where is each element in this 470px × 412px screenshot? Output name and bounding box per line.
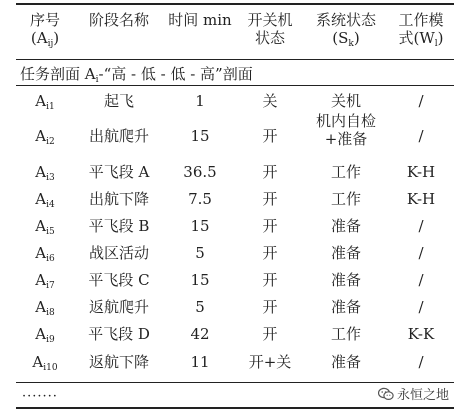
row-power: 开 bbox=[262, 127, 278, 145]
row-system-status bbox=[304, 325, 388, 343]
header-system-status-line2-end: ) bbox=[353, 29, 360, 47]
header-index-line2-text: (A bbox=[30, 29, 48, 47]
row-time: 36.5 bbox=[183, 163, 217, 181]
watermark-text: 永恒之地 bbox=[397, 388, 450, 403]
row-index-letter: A bbox=[35, 244, 47, 262]
header-index-line2-sub: ij bbox=[47, 39, 54, 49]
row-system-status-line1: 准备 bbox=[330, 217, 361, 235]
row-work-mode: K-H bbox=[406, 190, 436, 208]
row-work-mode: / bbox=[418, 298, 424, 316]
row-index-sub: i6 bbox=[46, 254, 55, 264]
row-index-sub: i2 bbox=[46, 137, 55, 147]
row-time: 15 bbox=[190, 271, 210, 289]
row-index-letter: A bbox=[35, 217, 47, 235]
row-power: 关 bbox=[262, 92, 278, 110]
row-index-letter: A bbox=[35, 298, 47, 316]
row-index-letter: A bbox=[35, 325, 47, 343]
row-system-status-line1: 工作 bbox=[330, 190, 361, 208]
row-system-status-line1: 准备 bbox=[330, 298, 361, 316]
header-work-mode-line2-end: ) bbox=[437, 29, 444, 47]
section-title-sub: i bbox=[95, 75, 99, 85]
row-time: 42 bbox=[190, 325, 210, 343]
row-time: 15 bbox=[190, 217, 210, 235]
row-system-status bbox=[304, 353, 388, 371]
header-power-line1: 开关机 bbox=[247, 11, 293, 29]
row-index bbox=[16, 325, 74, 349]
row-time: 15 bbox=[190, 127, 210, 145]
header-time bbox=[164, 11, 236, 29]
header-work-mode-line2-text: 式(W bbox=[398, 29, 435, 47]
table-top-rule bbox=[16, 3, 454, 5]
row-stage-name: 返航下降 bbox=[88, 353, 149, 371]
row-index bbox=[16, 244, 74, 268]
row-system-status-line1: 机内自检 bbox=[315, 112, 376, 130]
row-index-sub: i8 bbox=[46, 308, 55, 318]
row-index-sub: i10 bbox=[43, 363, 58, 373]
header-system-status-line1: 系统状态 bbox=[315, 11, 376, 29]
row-index bbox=[16, 353, 74, 377]
row-index bbox=[16, 217, 74, 241]
header-system-status bbox=[304, 11, 388, 53]
section-title-rest: -“高 - 低 - 低 - 高”剖面 bbox=[98, 65, 253, 83]
row-system-status-line1: 工作 bbox=[330, 163, 361, 181]
row-index-letter: A bbox=[35, 92, 47, 110]
row-power: 开 bbox=[262, 271, 278, 289]
header-system-status-line2 bbox=[304, 29, 388, 53]
row-index bbox=[16, 163, 74, 187]
row-power: 开 bbox=[262, 217, 278, 235]
header-work-mode-line1: 工作模 bbox=[398, 11, 444, 29]
row-power: 开+关 bbox=[248, 353, 292, 371]
row-work-mode: / bbox=[418, 92, 424, 110]
row-index-sub: i3 bbox=[46, 173, 55, 183]
row-system-status bbox=[304, 190, 388, 208]
row-index bbox=[16, 127, 74, 151]
row-work-mode: K-K bbox=[407, 325, 435, 343]
row-power: 开 bbox=[262, 244, 278, 262]
row-index-sub: i4 bbox=[46, 200, 55, 210]
header-index-line2 bbox=[16, 29, 74, 53]
row-index-sub: i9 bbox=[46, 335, 55, 345]
row-system-status bbox=[304, 92, 388, 110]
header-index-line1: 序号 bbox=[29, 11, 60, 29]
header-work-mode-line2 bbox=[388, 29, 454, 53]
row-index-sub: i1 bbox=[46, 102, 55, 112]
row-stage-name: 平飞段 B bbox=[88, 217, 150, 235]
row-work-mode: / bbox=[418, 217, 424, 235]
wechat-logo-icon bbox=[378, 387, 394, 401]
row-system-status bbox=[304, 298, 388, 316]
row-system-status-line1: 准备 bbox=[330, 244, 361, 262]
row-work-mode: / bbox=[418, 353, 424, 371]
row-time: 7.5 bbox=[188, 190, 212, 208]
row-power: 开 bbox=[262, 325, 278, 343]
continuation-dots: ······· bbox=[22, 389, 58, 404]
row-work-mode: / bbox=[418, 127, 424, 145]
watermark bbox=[378, 384, 449, 403]
header-power-line2: 状态 bbox=[254, 29, 285, 47]
row-index bbox=[16, 271, 74, 295]
row-stage-name: 出航爬升 bbox=[88, 127, 149, 145]
row-power: 开 bbox=[262, 190, 278, 208]
row-work-mode: / bbox=[418, 244, 424, 262]
section-title bbox=[20, 65, 253, 89]
row-time: 1 bbox=[195, 92, 205, 110]
row-index-letter: A bbox=[35, 271, 47, 289]
row-index-letter: A bbox=[35, 163, 47, 181]
header-time-text: 时间 min bbox=[168, 11, 232, 29]
header-system-status-line2-text: (S bbox=[332, 29, 349, 47]
row-stage-name: 平飞段 D bbox=[88, 325, 150, 343]
row-power: 开 bbox=[262, 298, 278, 316]
row-system-status bbox=[304, 271, 388, 289]
header-bottom-rule bbox=[16, 59, 454, 60]
row-index-letter: A bbox=[35, 190, 47, 208]
row-stage-name: 出航下降 bbox=[88, 190, 149, 208]
header-index-line2-end: ) bbox=[53, 29, 60, 47]
row-system-status-line2: +准备 bbox=[324, 130, 368, 148]
row-index-letter: A bbox=[35, 127, 47, 145]
row-index bbox=[16, 190, 74, 214]
row-system-status-line1: 准备 bbox=[330, 271, 361, 289]
row-index bbox=[16, 92, 74, 116]
row-index-letter: A bbox=[32, 353, 44, 371]
header-work-mode-line2-sub: l bbox=[434, 39, 438, 49]
row-index bbox=[16, 298, 74, 322]
header-system-status-line2-sub: k bbox=[348, 39, 354, 49]
row-system-status bbox=[304, 244, 388, 262]
row-power: 开 bbox=[262, 163, 278, 181]
row-work-mode: K-H bbox=[406, 163, 436, 181]
header-power bbox=[236, 11, 304, 47]
row-stage-name: 平飞段 A bbox=[88, 163, 150, 181]
table-bottom-rule bbox=[16, 407, 454, 409]
row-system-status bbox=[304, 217, 388, 235]
section-title-prefix: 任务剖面 A bbox=[20, 65, 96, 83]
row-system-status bbox=[304, 163, 388, 181]
header-stage-name-text: 阶段名称 bbox=[88, 11, 149, 29]
row-index-sub: i7 bbox=[46, 281, 55, 291]
row-stage-name: 返航爬升 bbox=[88, 298, 149, 316]
header-stage-name bbox=[74, 11, 164, 29]
row-system-status bbox=[304, 112, 388, 148]
row-system-status-line1: 准备 bbox=[330, 353, 361, 371]
row-stage-name: 平飞段 C bbox=[88, 271, 150, 289]
row-time: 11 bbox=[190, 353, 210, 371]
row-system-status-line1: 关机 bbox=[330, 92, 361, 110]
row-time: 5 bbox=[195, 244, 205, 262]
header-work-mode bbox=[388, 11, 454, 53]
row-work-mode: / bbox=[418, 271, 424, 289]
row-index-sub: i5 bbox=[46, 227, 55, 237]
row-time: 5 bbox=[195, 298, 205, 316]
row-stage-name: 战区活动 bbox=[88, 244, 149, 262]
row-system-status-line1: 工作 bbox=[330, 325, 361, 343]
row-stage-name: 起飞 bbox=[103, 92, 134, 110]
table-body-bottom-rule bbox=[16, 382, 454, 383]
header-index bbox=[16, 11, 74, 53]
